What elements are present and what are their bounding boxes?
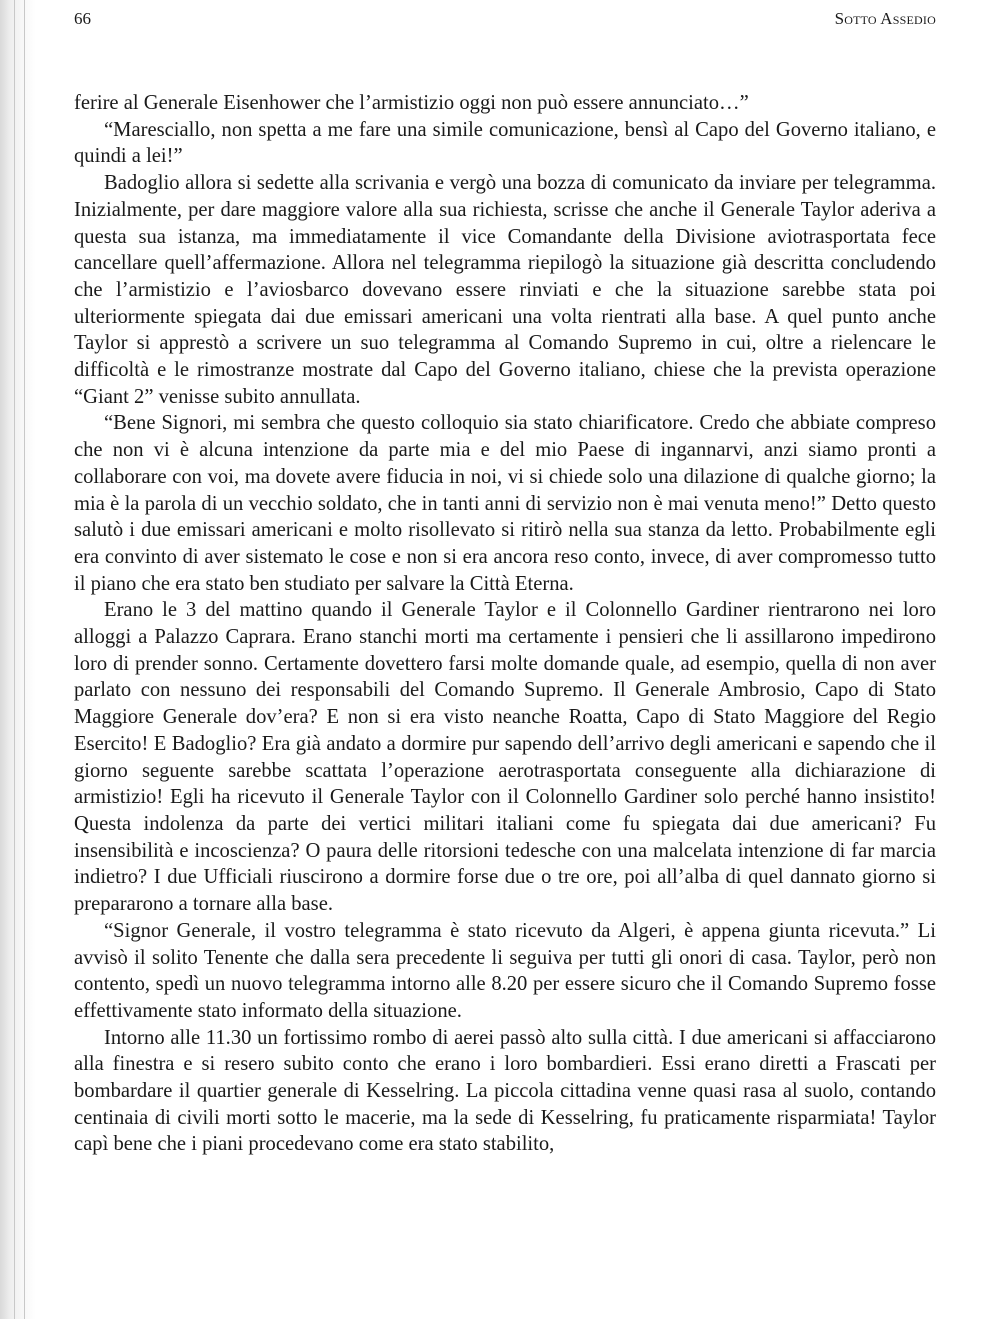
book-title: Sotto Assedio bbox=[834, 9, 936, 28]
spine-line bbox=[14, 0, 15, 1319]
spine-line bbox=[24, 0, 25, 1319]
paragraph: Erano le 3 del mattino quando il Generale Taylor e il Colonnello Gardiner rientrarono nei loro alloggi a Palazzo Caprara. Erano stanchi morti ma certamente i pensieri che li assillarono impedirono loro di prender sonno. Certamente dovettero farsi molte domande quale, ad esempio, quella di non aver parlato con nessuno dei responsabili del Comando Supremo. Il Generale Ambrosio, Capo di Stato Maggiore Generale dov’era? E non si era visto neanche Roatta, Capo di Stato Maggiore del Regio Esercito! E Badoglio? Era già andato a dormire pur sapendo dell’arrivo degli americani e sapendo che il giorno seguente sarebbe scattata l’operazione aerotrasportata conseguente alla dichiarazione di armistizio! Egli ha ricevuto il Generale Taylor con il Colonnello Gardiner solo perché hanno insistito! Questa indolenza da parte dei vertici militari italiani come fu spiegata dai due americani? Fu insensibilità e incoscienza? O paura delle ritorsioni tedesche con una malcelata intenzione di far marcia indietro? I due Ufficiali riuscirono a dormire forse due o tre ore, poi all’alba di quel dannato giorno si prepararono a tornare alla base. bbox=[74, 599, 936, 916]
paragraph: “Maresciallo, non spetta a me fare una simile comunicazione, bensì al Capo del Governo italiano, e quindi a lei!” bbox=[74, 118, 936, 168]
paragraph: “Signor Generale, il vostro telegramma è stato ricevuto da Algeri, è appena giunta ricevuta.” Li avvisò il solito Tenente che dalla sera precedente li seguiva per tutti gli onori di casa. Taylor, però non contento, spedì un nuovo telegramma intorno alle 8.20 per essere sicuro che il Comando Supremo fosse effettivamente stato informato della situazione. bbox=[74, 919, 936, 1022]
book-spine-shadow bbox=[0, 0, 36, 1319]
body-text bbox=[74, 90, 936, 1158]
page-number: 66 bbox=[74, 9, 91, 28]
paragraph: Badoglio allora si sedette alla scrivania e vergò una bozza di comunicato da inviare per telegramma. Inizialmente, per dare maggiore valore alla sua richiesta, scrisse che anche il Generale Taylor aderiva a questa sua istanza, ma immediatamente il vice Comandante della Divisione aviotrasportata fece cancellare quell’affermazione. Allora nel telegramma riepilogò la situazione già descritta concludendo che l’armistizio e l’aviosbarco dovevano essere rinviati e che la situazione sarebbe stata poi ulteriormente spiegata dai due emissari americani una volta rientrati alla base. A quel punto anche Taylor si apprestò a scrivere un suo telegramma al Comando Supremo in cui, oltre a rielencare le difficoltà e le rimostranze mostrate dal Capo del Governo italiano, chiese che la prevista operazione “Giant 2” venisse subito annullata. bbox=[74, 172, 936, 408]
running-head bbox=[74, 4, 936, 34]
paragraph: ferire al Generale Eisenhower che l’armistizio oggi non può essere annunciato…” bbox=[74, 92, 749, 114]
paragraph: “Bene Signori, mi sembra che questo colloquio sia stato chiarificatore. Credo che abbiate compreso che non vi è alcuna intenzione da parte mia e del mio Paese di ingannarvi, anzi siamo pronti a collaborare con voi, ma dovete avere fiducia in noi, vi si chiede solo una dilazione di qualche giorno; la mia è la parola di un vecchio soldato, che in tanti anni di servizio non è mai venuta meno!” Detto questo salutò i due emissari americani e molto risollevato si ritirò nella sua stanza da letto. Probabilmente egli era convinto di aver sistemato le cose e non si era ancora reso conto, invece, di aver compromesso tutto il piano che era stato ben studiato per salvare la Città Eterna. bbox=[74, 412, 936, 595]
paragraph: Intorno alle 11.30 un fortissimo rombo di aerei passò alto sulla città. I due americani si affacciarono alla finestra e si resero subito conto che erano i loro bombardieri. Essi erano diretti a Frascati per bombardare il quartier generale di Kesselring. La piccola cittadina venne quasi rasa al suolo, contando centinaia di civili morti sotto le macerie, ma la sede di Kesselring, fu praticamente risparmiata! Taylor capì bene che i piani procedevano come era stato stabilito, bbox=[74, 1026, 936, 1156]
